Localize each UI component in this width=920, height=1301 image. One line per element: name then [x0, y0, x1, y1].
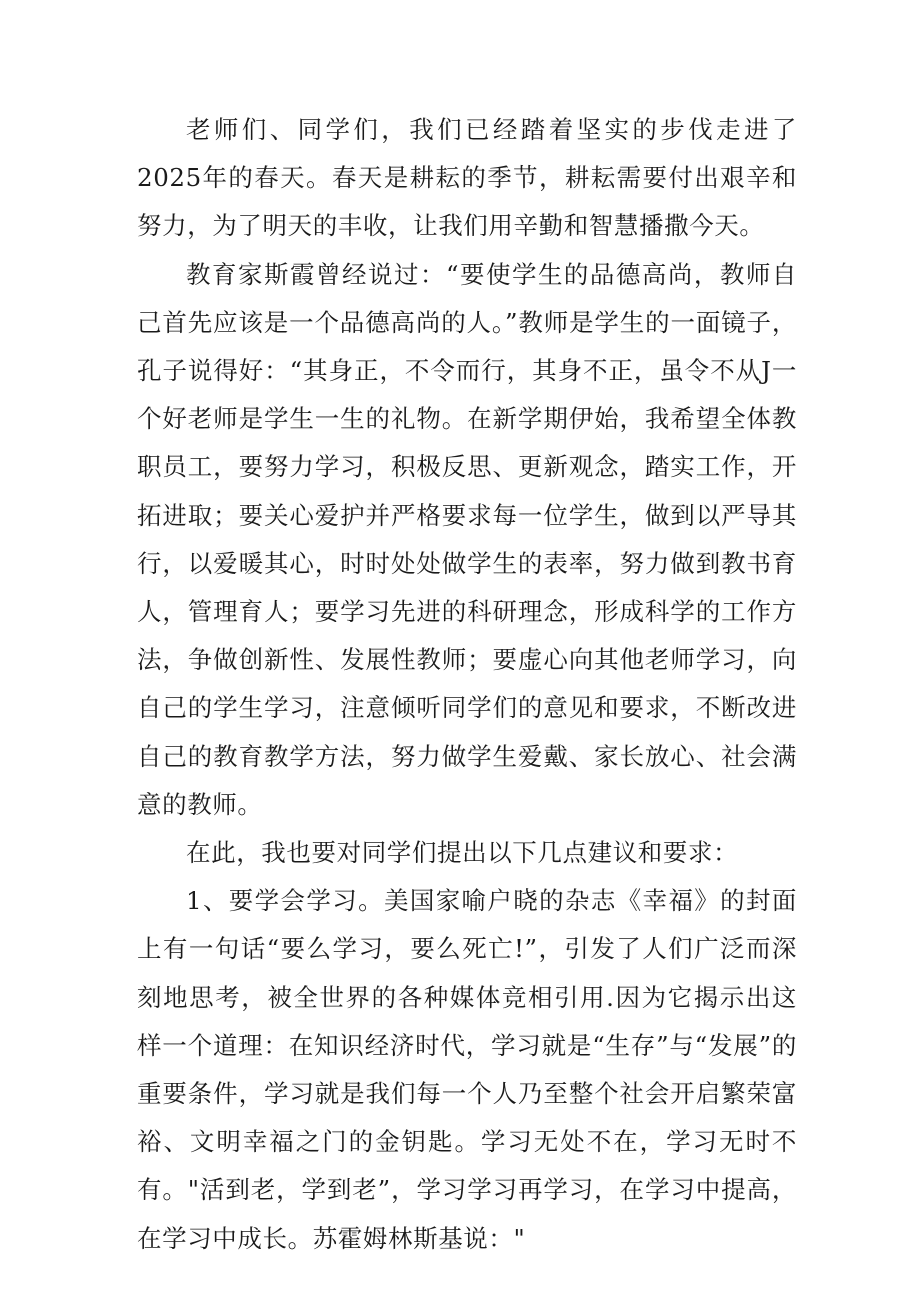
- paragraph-student-intro: 在此，我也要对同学们提出以下几点建议和要求：: [186, 838, 739, 868]
- document-body: [137, 106, 797, 1263]
- paragraph-spring-greeting: 老师们、同学们，我们已经踏着坚实的步伐走进了2025年的春天。春天是耕耘的季节，耕耘需要付出艰辛和努力，为了明天的丰收，让我们用辛勤和智慧播撒今天。: [137, 115, 797, 241]
- paragraph-learn-to-learn: 1、要学会学习。美国家喻户晓的杂志《幸福》的封面上有一句话“要么学习，要么死亡!”，引发了人们广泛而深刻地思考，被全世界的各种媒体竞相引用.因为它揭示出这样一个道理：在知识经济时代，学习就是“生存”与“发展”的重要条件，学习就是我们每一个人乃至整个社会开启繁荣富裕、文明幸福之门的金钥匙。学习无处不在，学习无时不有。"活到老，学到老”，学习学习再学习，在学习中提高，在学习中成长。苏霍姆林斯基说：": [137, 886, 797, 1253]
- paragraph-teacher-expectations: 教育家斯霞曾经说过：“要使学生的品德高尚，教师自己首先应该是一个品德高尚的人。”教师是学生的一面镜子，孔子说得好：“其身正，不令而行，其身不正，虽令不从J一个好老师是学生一生的礼物。在新学期伊始，我希望全体教职员工，要努力学习，积极反思、更新观念，踏实工作，开拓进取；要关心爱护并严格要求每一位学生，做到以严导其行，以爱暖其心，时时处处做学生的表率，努力做到教书育人，管理育人；要学习先进的科研理念，形成科学的工作方法，争做创新性、发展性教师；要虚心向其他老师学习，向自己的学生学习，注意倾听同学们的意见和要求，不断改进自己的教育教学方法，努力做学生爱戴、家长放心、社会满意的教师。: [137, 259, 797, 819]
